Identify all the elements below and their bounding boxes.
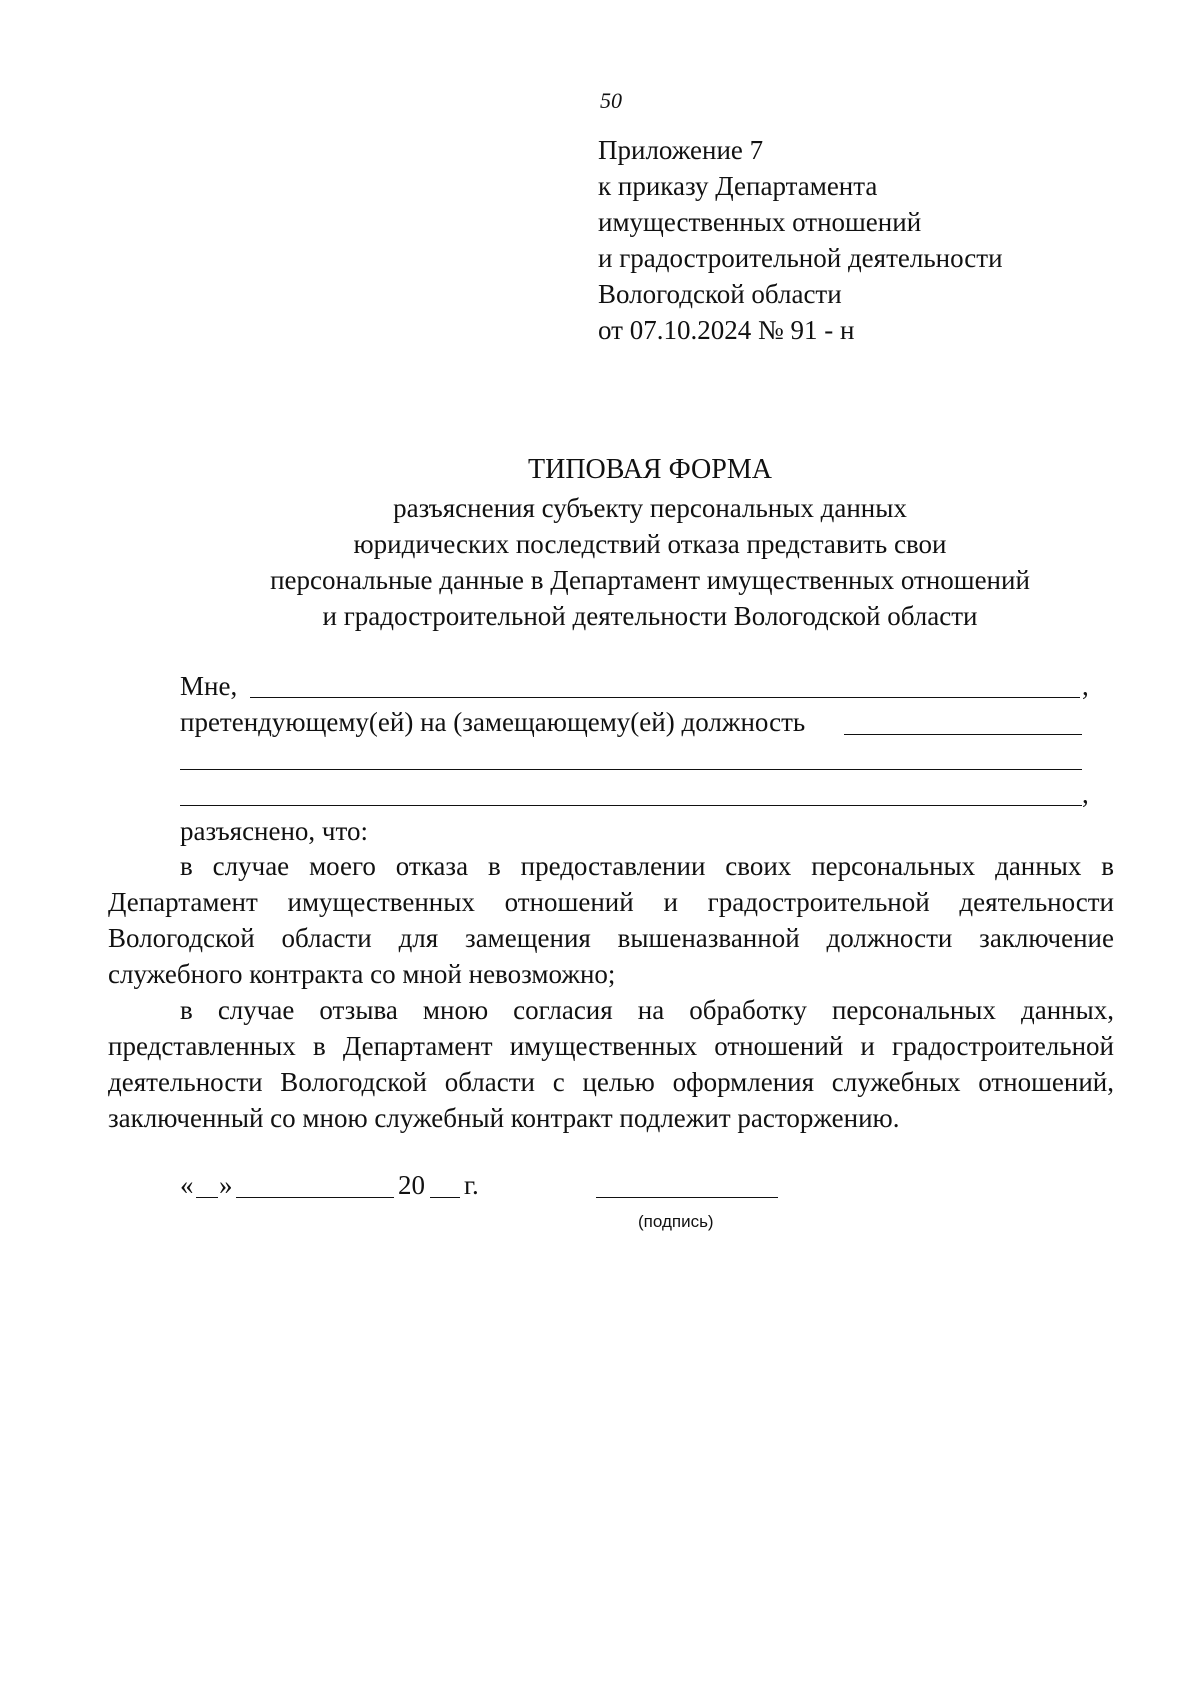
year-fill-line[interactable] (430, 1197, 460, 1198)
appendix-line: от 07.10.2024 № 91 - н (598, 315, 855, 345)
signature-caption: (подпись) (638, 1212, 714, 1231)
appendix-line: к приказу Департамента (598, 171, 878, 201)
position-fill-line-3[interactable] (180, 805, 1082, 806)
appendix-header (598, 132, 1003, 348)
date-quote-open: « (180, 1170, 194, 1200)
me-label: Мне, (180, 671, 238, 701)
appendix-line: Приложение 7 (598, 135, 764, 165)
appendix-line: Вологодской области (598, 279, 842, 309)
title-heading: ТИПОВАЯ ФОРМА (528, 454, 772, 485)
position-line-comma: , (1082, 779, 1089, 809)
position-fill-line-2[interactable] (180, 769, 1082, 770)
title-line: персональные данные в Департамент имущественных отношений (270, 565, 1030, 595)
title-line: разъяснения субъекту персональных данных (393, 493, 907, 523)
date-quote-close: » (219, 1170, 233, 1200)
signature-fill-line[interactable] (596, 1197, 778, 1198)
explained-label: разъяснено, что: (180, 816, 368, 846)
appendix-line: и градостроительной деятельности (598, 243, 1003, 273)
name-line-comma: , (1082, 671, 1089, 701)
page-number: 50 (600, 88, 622, 113)
title-line: юридических последствий отказа представить свои (353, 529, 947, 559)
year-prefix: 20 (398, 1170, 425, 1200)
appendix-line: имущественных отношений (598, 207, 922, 237)
body-text (108, 848, 1114, 1136)
name-fill-line[interactable] (250, 697, 1080, 698)
month-fill-line[interactable] (236, 1197, 394, 1198)
title-line: и градостроительной деятельности Вологодской области (322, 601, 978, 631)
body-paragraph: в случае моего отказа в предоставлении своих персональных данных в Департамент имущественных отношений и градостроительной деятельности Вологодской области для замещения вышеназванной должности заключение служебного контракта со мной невозможно; (108, 851, 1114, 989)
position-fill-line[interactable] (844, 734, 1082, 735)
body-paragraph: в случае отзыва мною согласия на обработку персональных данных, представленных в Департамент имущественных отношений и градостроительной деятельности Вологодской области с целью оформления служебных отношений, заключенный со мною служебный контракт подлежит расторжению. (108, 995, 1114, 1133)
day-fill-line[interactable] (196, 1197, 218, 1198)
form-title (0, 452, 1200, 634)
year-suffix: г. (464, 1170, 479, 1200)
position-label: претендующему(ей) на (замещающему(ей) должность (180, 707, 806, 737)
